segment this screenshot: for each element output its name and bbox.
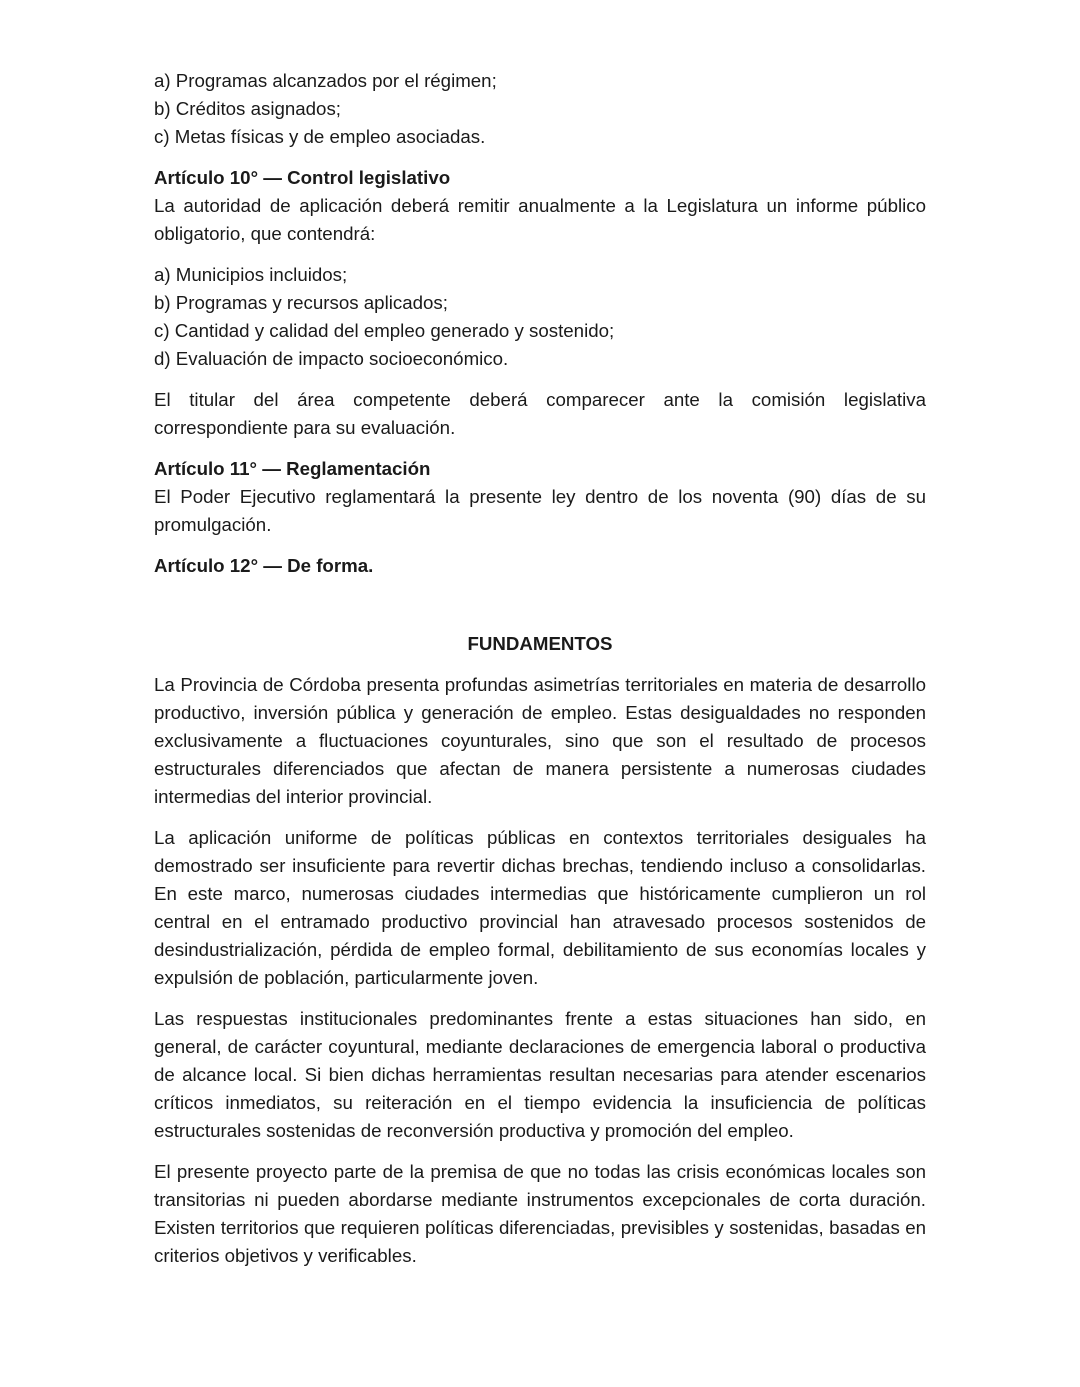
fundamentos-paragraph: El presente proyecto parte de la premisa de que no todas las crisis económicas locales son transitorias ni pueden abordarse mediante instrumentos excepcionales de corta duración. Existen territorios que requieren políticas diferenciadas, previsibles y sostenidas, basadas en criterios objetivos y verificables. bbox=[154, 1161, 926, 1266]
fundamentos-title: FUNDAMENTOS bbox=[467, 633, 613, 654]
list-item: d) Evaluación de impacto socioeconómico. bbox=[154, 348, 509, 369]
fundamentos-paragraph: La aplicación uniforme de políticas públicas en contextos territoriales desiguales ha demostrado ser insuficiente para revertir dichas brechas, tendiendo incluso a consolidarlas. En este marco, numerosas ciudades intermedias que históricamente cumplieron un rol central en el entramado productivo provincial han atravesado procesos sostenidos de desindustrialización, pérdida de empleo formal, debilitamiento de sus economías locales y expulsión de población, particularmente joven. bbox=[154, 827, 926, 988]
article-11-body: El Poder Ejecutivo reglamentará la presente ley dentro de los noventa (90) días de su promulgación. bbox=[154, 486, 926, 535]
list-item: b) Créditos asignados; bbox=[154, 98, 341, 119]
list-item: c) Metas físicas y de empleo asociadas. bbox=[154, 126, 486, 147]
article-12-heading: Artículo 12° — De forma. bbox=[154, 555, 374, 576]
article-11-heading: Artículo 11° — Reglamentación bbox=[154, 458, 431, 479]
article-10-heading: Artículo 10° — Control legislativo bbox=[154, 167, 451, 188]
fundamentos-paragraph: Las respuestas institucionales predominantes frente a estas situaciones han sido, en general, de carácter coyuntural, mediante declaraciones de emergencia laboral o productiva de alcance local. Si bien dichas herramientas resultan necesarias para atender escenarios críticos inmediatos, su reiteración en el tiempo evidencia la insuficiencia de políticas estructurales sostenidas de reconversión productiva y promoción del empleo. bbox=[154, 1008, 926, 1141]
list-item: a) Programas alcanzados por el régimen; bbox=[154, 70, 497, 91]
list-item: c) Cantidad y calidad del empleo generado y sostenido; bbox=[154, 320, 615, 341]
list-item: a) Municipios incluidos; bbox=[154, 264, 348, 285]
list-item: b) Programas y recursos aplicados; bbox=[154, 292, 448, 313]
article-10-closing: El titular del área competente deberá comparecer ante la comisión legislativa correspondiente para su evaluación. bbox=[154, 389, 926, 438]
article-10-body: La autoridad de aplicación deberá remitir anualmente a la Legislatura un informe público obligatorio, que contendrá: bbox=[154, 195, 926, 244]
article-9-item-list bbox=[154, 67, 926, 151]
article-10-item-list bbox=[154, 261, 926, 373]
fundamentos-paragraph: La Provincia de Córdoba presenta profundas asimetrías territoriales en materia de desarrollo productivo, inversión pública y generación de empleo. Estas desigualdades no responden exclusivamente a fluctuaciones coyunturales, sino que son el resultado de procesos estructurales diferenciados que afectan de manera persistente a numerosas ciudades intermedias del interior provincial. bbox=[154, 674, 926, 807]
